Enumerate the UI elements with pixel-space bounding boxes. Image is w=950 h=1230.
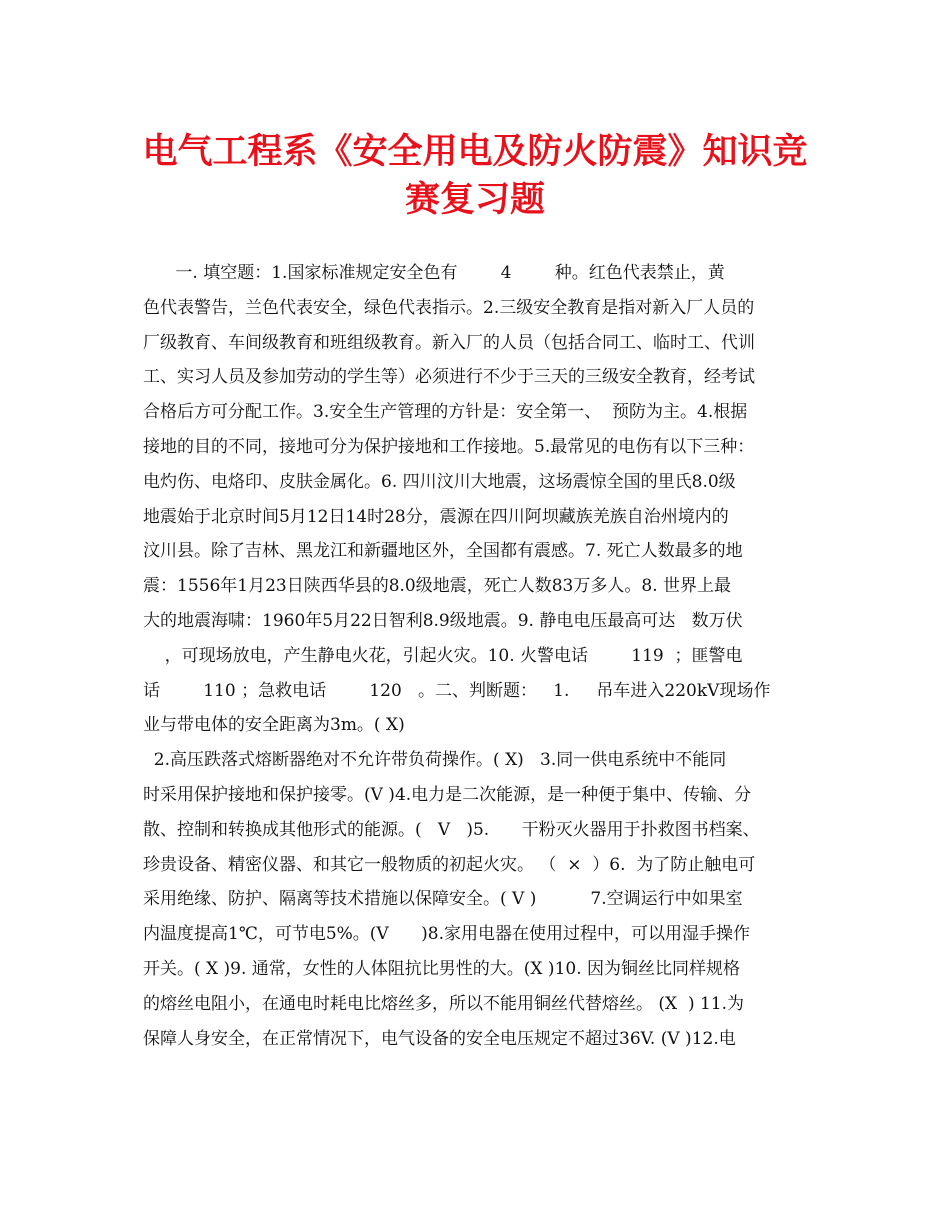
text-line: 大的地震海啸：1960年5月22日智利8.9级地震。9. 静电电压最高可达 数万伏 [143,610,743,631]
text-line: 采用绝缘、防护、隔离等技术措施以保障安全。( V ) 7.空调运行中如果室 [143,889,743,910]
text-line: 一. 填空题：1.国家标准规定安全色有 4 种。红色代表禁止，黄 [143,263,725,283]
text-line: 时采用保护接地和保护接零。(V )4.电力是二次能源，是一种便于集中、传输、分 [143,784,752,805]
text-line: 接地的目的不同，接地可分为保护接地和工作接地。5.最常见的电伤有以下三种： [143,436,755,457]
title-line-2: 赛复习题 [404,179,545,220]
text-line: 电灼伤、电烙印、皮肤金属化。6. 四川汶川大地震，这场震惊全国的里氏8.0级 [143,471,736,492]
text-line: 珍贵设备、精密仪器、和其它一般物质的初起火灾。 （ × ）6. 为了防止触电可 [143,854,756,875]
text-line: 保障人身安全，在正常情况下，电气设备的安全电压规定不超过36V. (V )12.电 [143,1028,736,1049]
text-line: 的熔丝电阻小，在通电时耗电比熔丝多，所以不能用铜丝代替熔丝。 (X ) 11.为 [143,993,745,1014]
page-title [140,128,810,224]
text-line: 厂级教育、车间级教育和班组级教育。新入厂的人员（包括合同工、临时工、代训 [143,332,755,353]
text-line: 话 110 ；急救电话 120 。二、判断题： 1. 吊车进入220kV现场作 [143,680,771,701]
text-line: 内温度提高1℃，可节电5%。(V )8.家用电器在使用过程中，可以用湿手操作 [143,924,750,945]
text-line: 2.高压跌落式熔断器绝对不允许带负荷操作。( X) 3.同一供电系统中不能同 [143,750,727,771]
text-line: 开关。( X )9. 通常，女性的人体阻抗比男性的大。(X )10. 因为铜丝比同样规格 [143,958,741,979]
body-text [143,256,823,1056]
text-line: 地震始于北京时间5月12日14时28分，震源在四川阿坝藏族羌族自治州境内的 [143,506,729,527]
text-line: 震：1556年1月23日陕西华县的8.0级地震，死亡人数83万多人。8. 世界上最 [143,576,732,597]
text-line: ，可现场放电，产生静电火花，引起火灾。10. 火警电话 119 ；匪警电 [143,645,743,666]
text-line: 散、控制和转换成其他形式的能源。( V )5. 干粉灭火器用于扑救图书档案、 [143,819,760,840]
text-line: 工、实习人员及参加劳动的学生等）必须进行不少于三天的三级安全教育，经考试 [143,367,755,388]
text-line: 汶川县。除了吉林、黑龙江和新疆地区外，全国都有震感。7. 死亡人数最多的地 [143,541,743,562]
text-line: 业与带电体的安全距离为3m。( X) [143,715,405,736]
text-line: 合格后方可分配工作。3.安全生产管理的方针是：安全第一、 预防为主。4.根据 [143,402,748,423]
text-line: 色代表警告，兰色代表安全，绿色代表指示。2.三级安全教育是指对新入厂人员的 [143,297,755,318]
title-line-1: 电气工程系《安全用电及防火防震》知识竞 [142,131,808,172]
